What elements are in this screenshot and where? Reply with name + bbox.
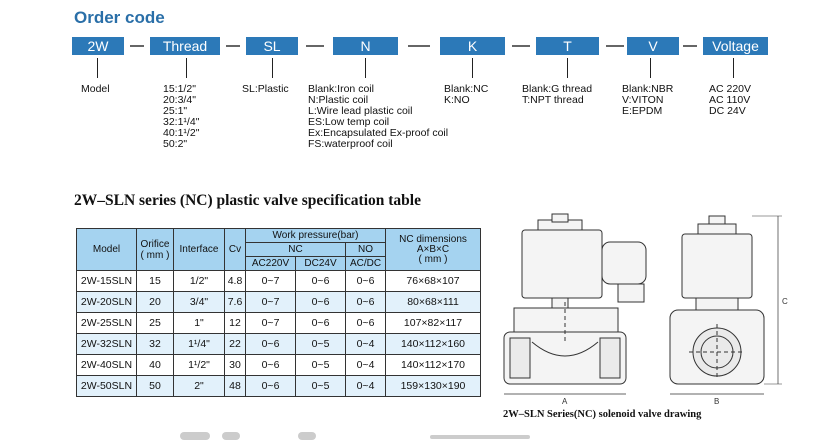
dash [226,45,240,47]
cell-orifice: 25 [137,313,174,334]
cell-ac220v: 0~6 [246,355,296,376]
cell-interface: 1" [174,313,225,334]
desc-body: SL:Plastic [242,83,289,95]
cutoff-fragment [298,432,316,440]
cell-interface: 2" [174,376,225,397]
dash [512,45,530,47]
valve-drawing [502,212,798,407]
table-row [77,355,481,376]
cell-dimensions: 159×130×190 [386,376,481,397]
cell-orifice: 50 [137,376,174,397]
header-nc: NC [246,243,346,257]
dash [408,45,430,47]
cell-ac220v: 0~7 [246,292,296,313]
dash [306,45,324,47]
connector-line [272,58,273,78]
code-box-body: SL [246,37,298,55]
cell-dimensions: 80×68×111 [386,292,481,313]
cell-model: 2W-25SLN [77,313,137,334]
code-box-thread: Thread [150,37,220,55]
cell-model: 2W-15SLN [77,271,137,292]
cell-interface: 1¹/4" [174,334,225,355]
cell-dimensions: 76×68×107 [386,271,481,292]
cell-acdc: 0~6 [346,313,386,334]
code-box-coil: N [333,37,398,55]
header-dimensions: NC dimensions A×B×C ( mm ) [386,229,481,271]
dim-label-b: B [714,397,720,406]
cell-cv: 7.6 [225,292,246,313]
code-box-state: K [440,37,505,55]
cutoff-fragment [180,432,210,440]
connector-line [365,58,366,78]
cell-acdc: 0~4 [346,376,386,397]
desc-coil: Blank:Iron coil N:Plastic coil L:Wire lead plastic coil ES:Low temp coil Ex:Encapsulated Ex-proof coil FS:waterproof coil [308,83,449,150]
cell-dc24v: 0~6 [296,271,346,292]
cell-orifice: 20 [137,292,174,313]
cell-cv: 12 [225,313,246,334]
cell-dimensions: 107×82×117 [386,313,481,334]
desc-state: Blank:NC K:NO [444,83,489,106]
header-dc24v: DC24V [296,257,346,271]
cell-ac220v: 0~6 [246,376,296,397]
cell-orifice: 40 [137,355,174,376]
header-cv: Cv [225,229,246,271]
cell-cv: 4.8 [225,271,246,292]
code-box-model: 2W [72,37,124,55]
header-orifice: Orifice ( mm ) [137,229,174,271]
cell-interface: 1¹/2" [174,355,225,376]
cell-ac220v: 0~7 [246,271,296,292]
cell-orifice: 15 [137,271,174,292]
spec-table [76,228,481,397]
desc-model: Model [81,83,110,95]
desc-thread-type: Blank:G thread T:NPT thread [522,83,593,106]
code-box-voltage: Voltage [703,37,768,55]
cell-dimensions: 140×112×170 [386,355,481,376]
header-acdc: AC/DC [346,257,386,271]
cell-acdc: 0~6 [346,292,386,313]
cell-dc24v: 0~6 [296,292,346,313]
dash [683,45,697,47]
header-ac220v: AC220V [246,257,296,271]
connector-line [97,58,98,78]
cell-acdc: 0~6 [346,271,386,292]
cell-cv: 30 [225,355,246,376]
cutoff-fragment [222,432,240,440]
dim-label-a: A [562,397,568,406]
header-no: NO [346,243,386,257]
cell-model: 2W-50SLN [77,376,137,397]
connector-line [650,58,651,78]
cell-ac220v: 0~7 [246,313,296,334]
cell-model: 2W-20SLN [77,292,137,313]
cell-model: 2W-40SLN [77,355,137,376]
table-row [77,313,481,334]
cell-dimensions: 140×112×160 [386,334,481,355]
table-row [77,376,481,397]
drawing-caption: 2W–SLN Series(NC) solenoid valve drawing [503,409,702,420]
connector-line [472,58,473,78]
connector-line [186,58,187,78]
connector-line [567,58,568,78]
code-box-thread-type: T [536,37,599,55]
dash [130,45,144,47]
spec-table-title: 2W–SLN series (NC) plastic valve specification table [74,192,421,209]
cell-acdc: 0~4 [346,355,386,376]
desc-voltage: AC 220V AC 110V DC 24V [709,83,752,117]
connector-line [733,58,734,78]
cell-acdc: 0~4 [346,334,386,355]
table-row [77,271,481,292]
cell-orifice: 32 [137,334,174,355]
cell-dc24v: 0~5 [296,376,346,397]
code-box-seal: V [627,37,679,55]
cutoff-fragment [430,435,530,439]
cell-interface: 3/4" [174,292,225,313]
desc-seal: Blank:NBR V:VITON E:EPDM [622,83,674,117]
table-row [77,334,481,355]
cell-cv: 48 [225,376,246,397]
cell-dc24v: 0~5 [296,355,346,376]
cell-interface: 1/2" [174,271,225,292]
table-row [77,292,481,313]
header-interface: Interface [174,229,225,271]
order-code-title: Order code [74,8,165,27]
dash [606,45,624,47]
cell-dc24v: 0~5 [296,334,346,355]
cell-dc24v: 0~6 [296,313,346,334]
header-model: Model [77,229,137,271]
cell-cv: 22 [225,334,246,355]
desc-thread-sizes: 15:1/2" 20:3/4" 25:1" 32:1¹/4" 40:1¹/2" 50:2" [163,83,200,150]
cell-model: 2W-32SLN [77,334,137,355]
cell-ac220v: 0~6 [246,334,296,355]
dim-label-c: C [782,297,788,306]
header-work-pressure: Work pressure(bar) [246,229,386,243]
